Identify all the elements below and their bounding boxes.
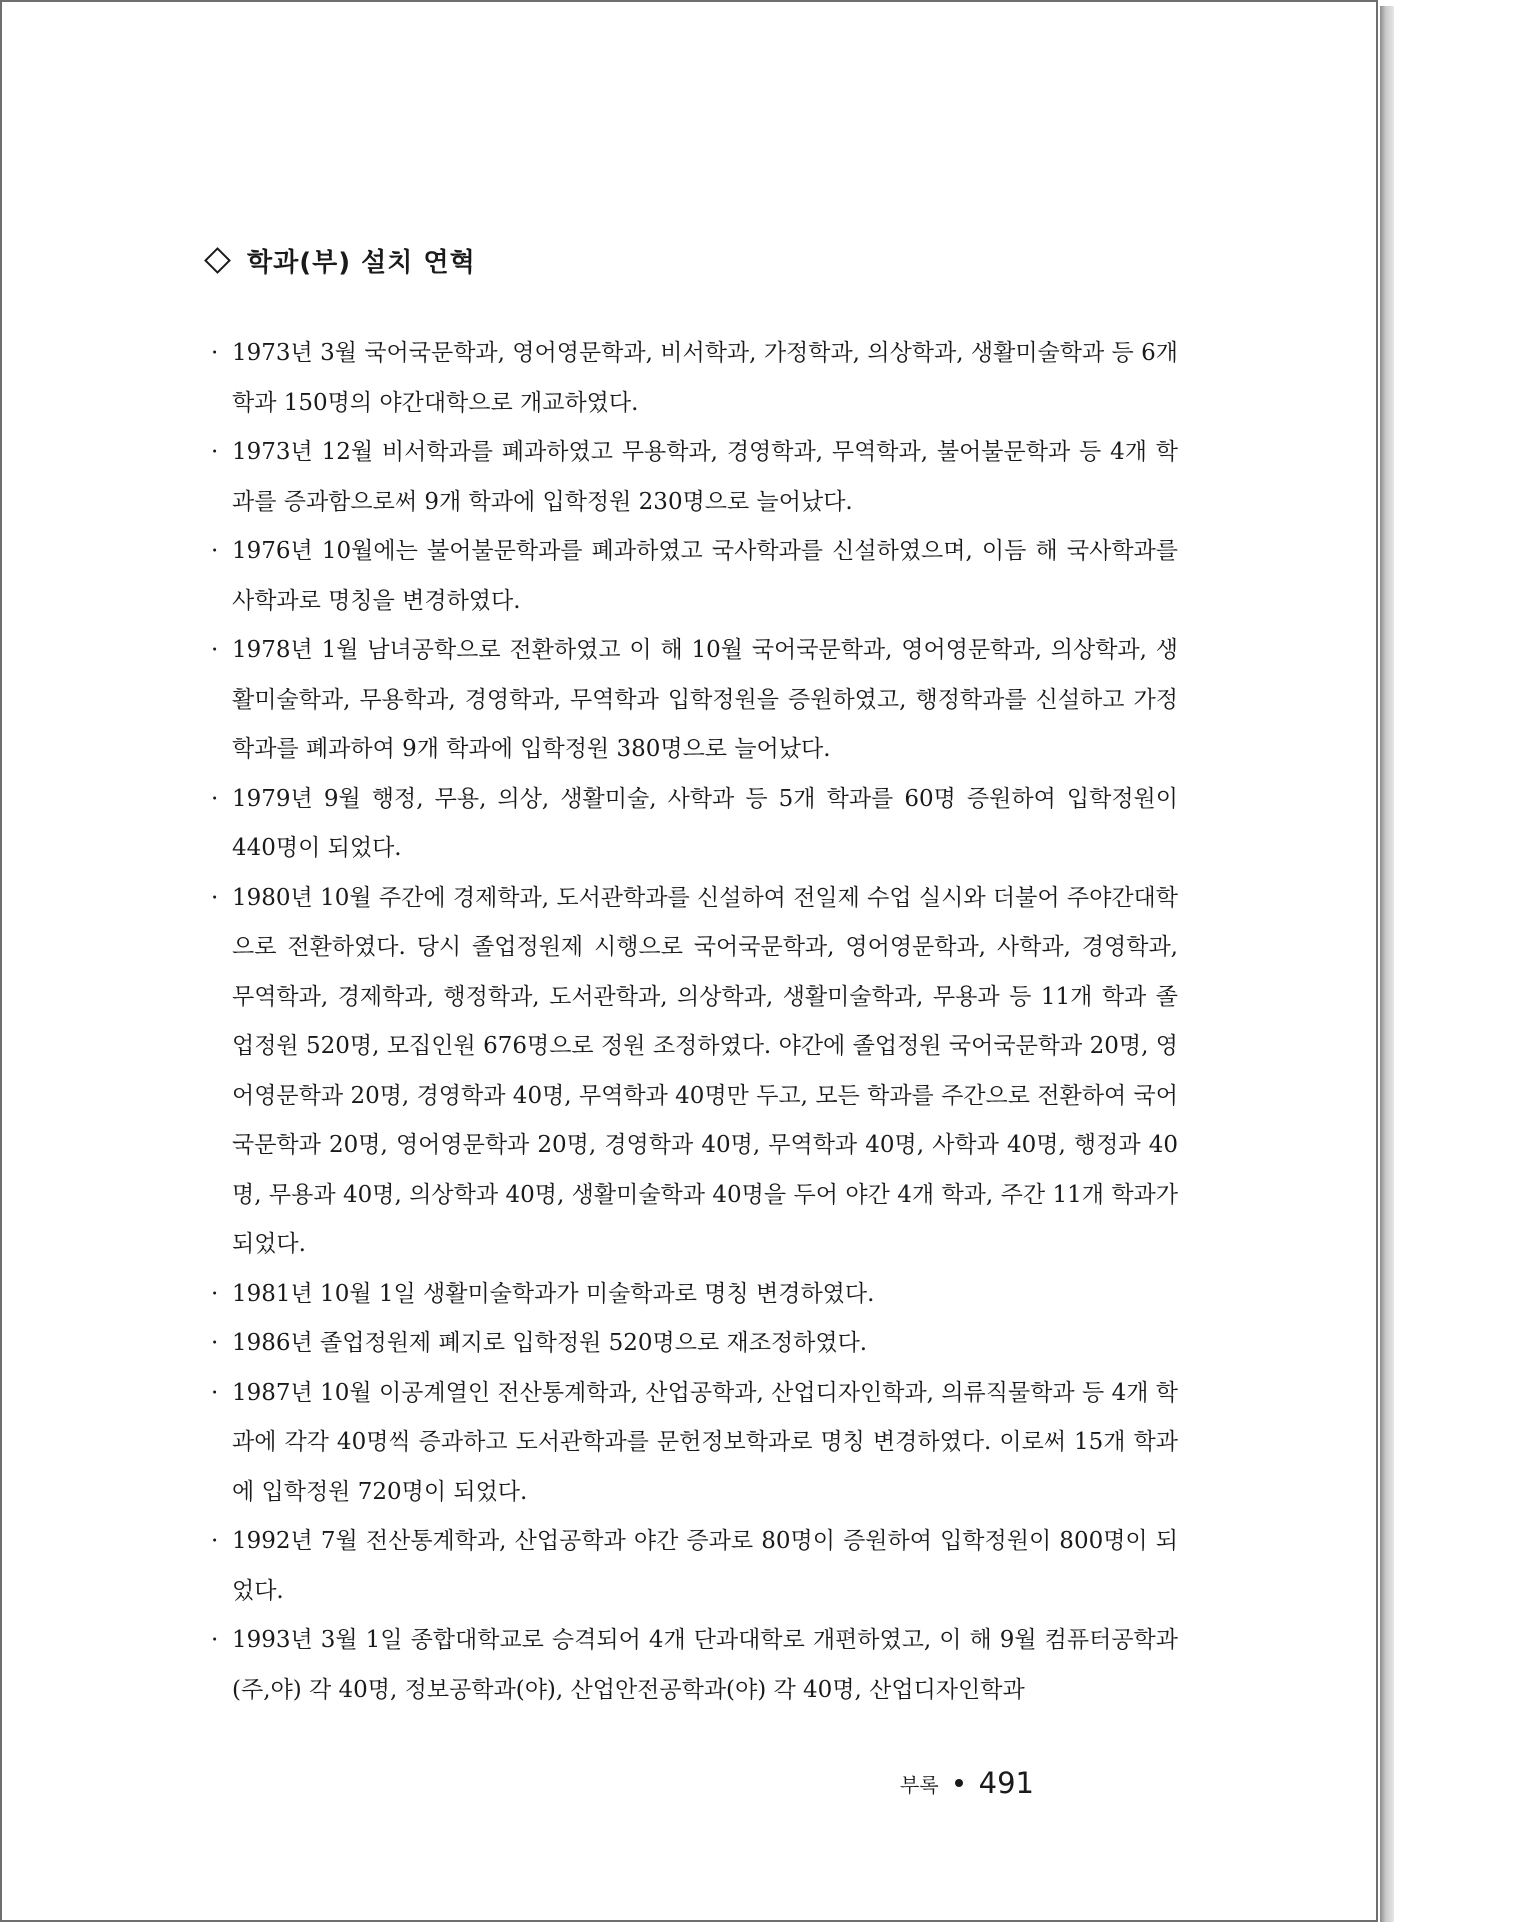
list-item-text: 1980년 10월 주간에 경제학과, 도서관학과를 신설하여 전일제 수업 실시와 더불어 주야간대학으로 전환하였다. 당시 졸업정원제 시행으로 국어국문학과, 영어영문학과, 사학과, 경영학과, 무역학과, 경제학과, 행정학과, 도서관학과, 의상학과, 생활미술학과, 무용과 등 11개 학과 졸업정원 520명, 모집인원 676명으로 정원 조정하였다. 야간에 졸업정원 국어국문학과 20명, 영어영문학과 20명, 경영학과 40명, 무역학과 40명만 두고, 모든 학과를 주간으로 전환하여 국어국문학과 20명, 영어영문학과 20명, 경영학과 40명, 무역학과 40명, 사학과 40명, 행정과 40명, 무용과 40명, 의상학과 40명, 생활미술학과 40명을 두어 야간 4개 학과, 주간 11개 학과가 되었다. <box>232 884 1178 1257</box>
list-item <box>208 428 1178 527</box>
section-heading <box>204 242 476 279</box>
list-item <box>208 1517 1178 1616</box>
list-item <box>208 527 1178 626</box>
bullet-dot: · <box>211 1280 219 1307</box>
bullet-dot: · <box>211 538 219 564</box>
list-item-text: 1973년 12월 비서학과를 폐과하였고 무용학과, 경영학과, 무역학과, 불어불문학과 등 4개 학과를 증과함으로써 9개 학과에 입학정원 230명으로 늘어났다. <box>232 439 1178 515</box>
list-item-text: 1981년 10월 1일 생활미술학과가 미술학과로 명칭 변경하였다. <box>232 1280 875 1307</box>
page-footer <box>900 1766 1034 1800</box>
list-item-text: 1979년 9월 행정, 무용, 의상, 생활미술, 사학과 등 5개 학과를 60명 증원하여 입학정원이 440명이 되었다. <box>232 785 1178 861</box>
list-item-text: 1987년 10월 이공계열인 전산통계학과, 산업공학과, 산업디자인학과, 의류직물학과 등 4개 학과에 각각 40명씩 증과하고 도서관학과를 문헌정보학과로 명칭 변경하였다. 이로써 15개 학과에 입학정원 720명이 되었다. <box>232 1379 1178 1505</box>
bullet-dot: · <box>211 1528 219 1554</box>
history-list <box>208 329 1178 1715</box>
bullet-dot: · <box>211 1379 219 1406</box>
section-heading-text: 학과(부) 설치 연혁 <box>247 248 476 278</box>
list-item <box>208 1319 1178 1369</box>
bullet-dot: · <box>211 1330 219 1356</box>
list-item-text: 1978년 1월 남녀공학으로 전환하였고 이 해 10월 국어국문학과, 영어영문학과, 의상학과, 생활미술학과, 무용학과, 경영학과, 무역학과 입학정원을 증원하였고, 행정학과를 신설하고 가정학과를 폐과하여 9개 학과에 입학정원 380명으로 늘어났다. <box>232 637 1178 762</box>
list-item <box>208 874 1178 1270</box>
list-item <box>208 1270 1178 1320</box>
page-number: 491 <box>978 1766 1034 1800</box>
bullet-dot: · <box>211 1627 219 1653</box>
list-item <box>208 1616 1178 1715</box>
list-item <box>208 329 1178 428</box>
bullet-dot: · <box>211 884 219 911</box>
list-item-text: 1992년 7월 전산통계학과, 산업공학과 야간 증과로 80명이 증원하여 입학정원이 800명이 되었다. <box>232 1528 1178 1604</box>
bullet-dot: · <box>211 785 219 812</box>
list-item-text: 1993년 3월 1일 종합대학교로 승격되어 4개 단과대학로 개편하였고, 이 해 9월 컴퓨터공학과(주,야) 각 40명, 정보공학과(야), 산업안전공학과(야) 각 40명, 산업디자인학과 <box>232 1627 1178 1703</box>
bullet-dot: · <box>211 439 219 465</box>
diamond-icon <box>204 247 231 274</box>
list-item-text: 1976년 10월에는 불어불문학과를 폐과하였고 국사학과를 신설하였으며, 이듬 해 국사학과를 사학과로 명칭을 변경하였다. <box>232 538 1178 614</box>
list-item-text: 1986년 졸업정원제 폐지로 입학정원 520명으로 재조정하였다. <box>232 1330 868 1356</box>
bullet-dot: · <box>211 637 219 663</box>
list-item <box>208 626 1178 775</box>
page-edge-shadow <box>1380 6 1394 1922</box>
footer-bullet-icon <box>955 1779 963 1787</box>
footer-section-label: 부록 <box>900 1772 939 1797</box>
list-item-text: 1973년 3월 국어국문학과, 영어영문학과, 비서학과, 가정학과, 의상학과, 생활미술학과 등 6개 학과 150명의 야간대학으로 개교하였다. <box>232 340 1178 416</box>
bullet-dot: · <box>211 340 219 366</box>
list-item <box>208 1369 1178 1518</box>
list-item <box>208 775 1178 874</box>
